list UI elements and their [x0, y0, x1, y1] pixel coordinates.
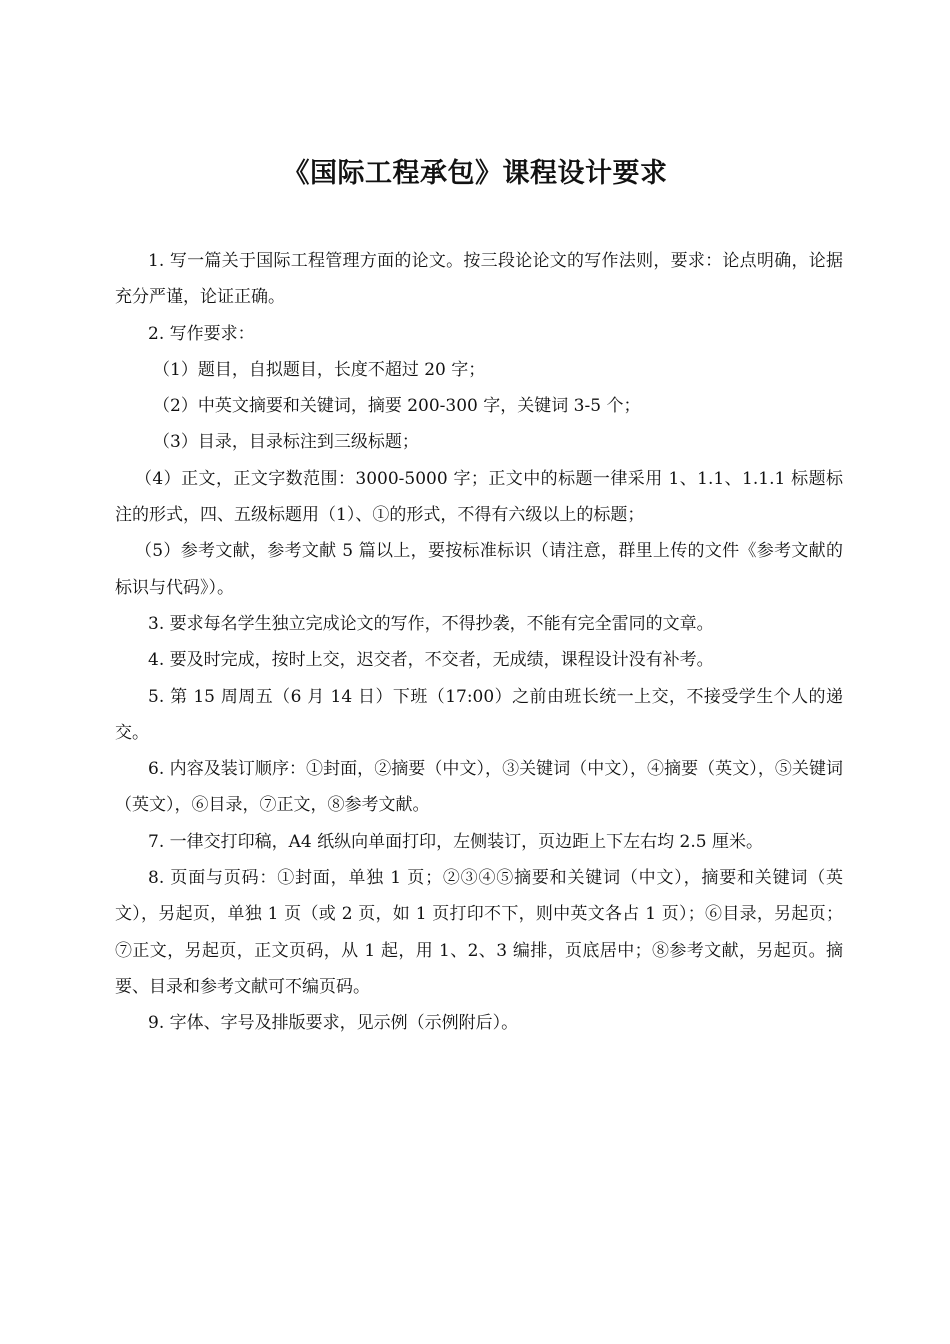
paragraph-6: 6. 内容及装订顺序：①封面，②摘要（中文），③关键词（中文），④摘要（英文），⑤关键词（英文），⑥目录，⑦正文，⑧参考文献。: [115, 759, 843, 816]
paragraph-4: 4. 要及时完成，按时上交，迟交者，不交者，无成绩，课程设计没有补考。: [148, 650, 714, 671]
paragraph-3: 3. 要求每名学生独立完成论文的写作，不得抄袭，不能有完全雷同的文章。: [148, 613, 714, 634]
paragraph-9: 9. 字体、字号及排版要求，见示例（示例附后）。: [148, 1013, 519, 1034]
paragraph-2: 2. 写作要求：: [148, 323, 255, 344]
document-body: [115, 243, 843, 1042]
paragraph-2-item-3: （3）目录，目录标注到三级标题；: [153, 432, 419, 453]
paragraph-5: 5. 第 15 周周五（6 月 14 日）下班（17:00）之前由班长统一上交，不接受学生个人的递交。: [115, 686, 843, 743]
paragraph-2-item-5: （5）参考文献，参考文献 5 篇以上，要按标准标识（请注意，群里上传的文件《参考文献的标识与代码》）。: [115, 541, 843, 598]
paragraph-2-item-1: （1）题目，自拟题目，长度不超过 20 字；: [153, 359, 486, 380]
paragraph-2-item-2: （2）中英文摘要和关键词，摘要 200-300 字，关键词 3-5 个；: [153, 396, 641, 417]
paragraph-8: 8. 页面与页码：①封面，单独 1 页；②③④⑤摘要和关键词（中文），摘要和关键词（英文），另起页，单独 1 页（或 2 页，如 1 页打印不下，则中英文各占 1 页）；⑥目录，另起页；⑦正文，另起页，正文页码，从 1 起，用 1、2、3 编排，页底居中；⑧参考文献，另起页。摘要、目录和参考文献可不编页码。: [115, 868, 843, 997]
paragraph-2-item-4: （4）正文，正文字数范围：3000-5000 字；正文中的标题一律采用 1、1.1、1.1.1 标题标注的形式，四、五级标题用（1）、①的形式，不得有六级以上的标题；: [115, 468, 843, 526]
document-title: 《国际工程承包》课程设计要求: [282, 158, 668, 189]
paragraph-7: 7. 一律交打印稿，A4 纸纵向单面打印，左侧装订，页边距上下左右均 2.5 厘米。: [148, 831, 763, 852]
paragraph-1: 1. 写一篇关于国际工程管理方面的论文。按三段论论文的写作法则，要求：论点明确，论据充分严谨，论证正确。: [115, 251, 843, 308]
